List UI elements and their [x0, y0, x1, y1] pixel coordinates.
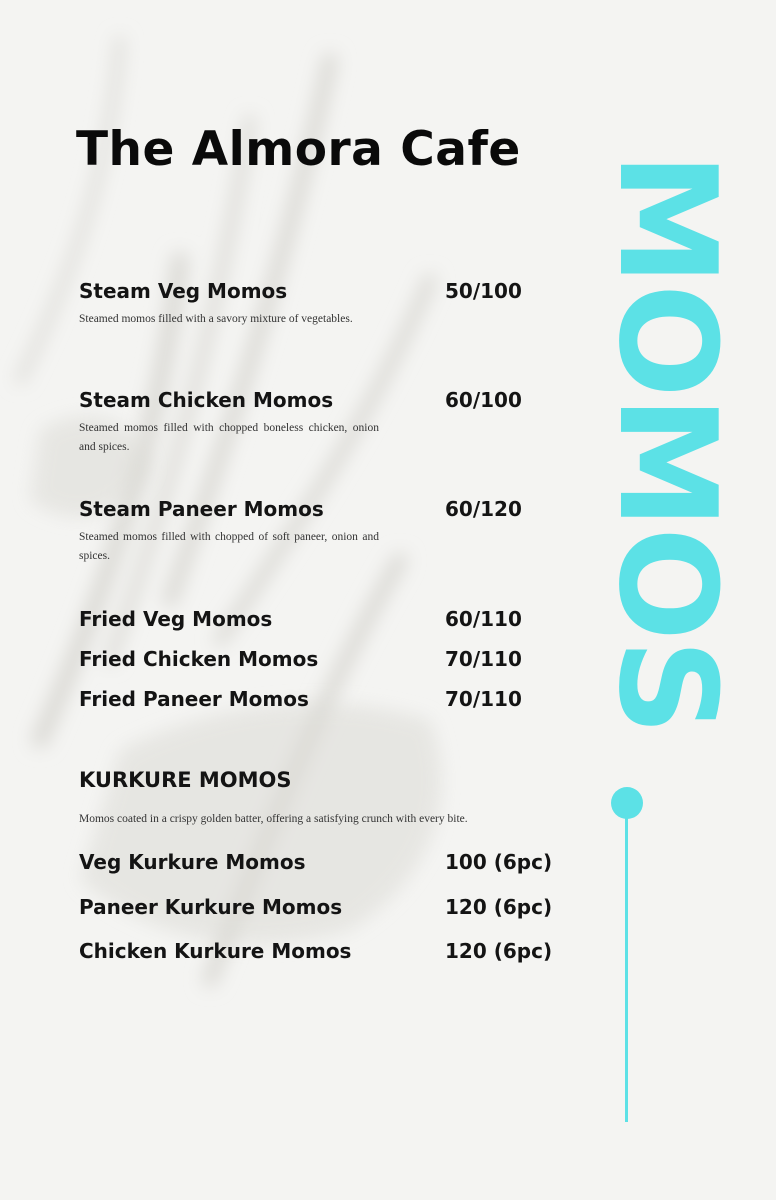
menu-item-price: 50/100	[445, 279, 522, 303]
kurkure-section-description: Momos coated in a crispy golden batter, offering a satisfying crunch with every bite.	[79, 813, 468, 825]
menu-item-name: Steam Chicken Momos	[79, 388, 334, 412]
cafe-title: The Almora Cafe	[76, 122, 521, 177]
kurkure-item-price: 120 (6pc)	[445, 939, 553, 963]
kurkure-item-name: Chicken Kurkure Momos	[79, 939, 352, 963]
menu-item-name: Steam Veg Momos	[79, 279, 288, 303]
menu-item-name: Fried Chicken Momos	[79, 647, 319, 671]
kurkure-section-title: KURKURE MOMOS	[79, 768, 292, 792]
kurkure-item-name: Paneer Kurkure Momos	[79, 895, 343, 919]
menu-item-price: 60/110	[445, 607, 522, 631]
menu-item-name: Fried Veg Momos	[79, 607, 273, 631]
menu-item-price: 60/120	[445, 497, 522, 521]
menu-item-description: Steamed momos filled with a savory mixture of vegetables.	[79, 313, 353, 325]
vertical-title: MOMOS	[589, 152, 745, 734]
menu-item-description: Steamed momos filled with chopped boneless chicken, onion and spices.	[79, 422, 379, 453]
menu-item-price: 70/110	[445, 687, 522, 711]
kurkure-item-price: 120 (6pc)	[445, 895, 553, 919]
menu-item-name: Steam Paneer Momos	[79, 497, 324, 521]
menu-item-name: Fried Paneer Momos	[79, 687, 309, 711]
kurkure-item-name: Veg Kurkure Momos	[79, 850, 306, 874]
menu-item-price: 70/110	[445, 647, 522, 671]
menu-item-description: Steamed momos filled with chopped of soft paneer, onion and spices.	[79, 531, 379, 562]
menu-item-price: 60/100	[445, 388, 522, 412]
decorative-line	[625, 815, 628, 1122]
kurkure-item-price: 100 (6pc)	[445, 850, 553, 874]
